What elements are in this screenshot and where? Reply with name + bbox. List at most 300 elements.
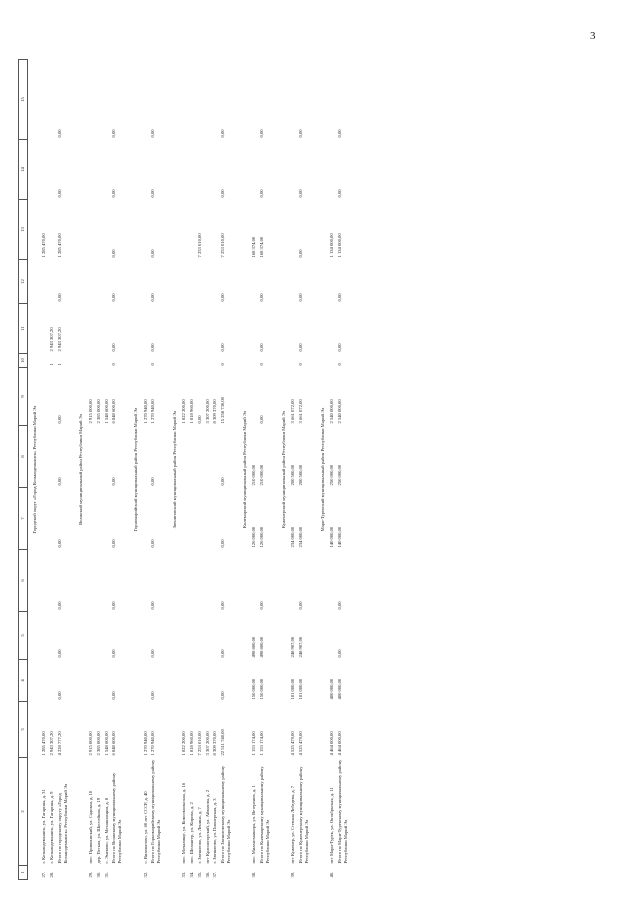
cell-c13: 168 374,00: [259, 236, 265, 258]
cell-c4: 181 000,00: [290, 678, 296, 700]
cell-c14: [103, 140, 111, 200]
cell-c12: [40, 260, 48, 304]
cell-c4: [48, 660, 56, 702]
cell-c7: [211, 488, 219, 550]
cell-c1: [336, 866, 354, 880]
cell-c5: [196, 612, 204, 660]
column-header-3: 3: [19, 702, 28, 758]
cell-c3: 4 525 479,00: [298, 731, 304, 756]
cell-c15: 0,00: [150, 129, 156, 138]
cell-c13: [103, 200, 111, 260]
cell-c9: 0,00: [259, 415, 265, 424]
cell-c3: 22 511 740,00: [220, 729, 226, 756]
cell-c6: [250, 550, 258, 612]
table-row: [211, 60, 219, 880]
cell-c13: 168 374,00: [251, 236, 257, 258]
cell-c8: [211, 426, 219, 488]
cell-c15: [289, 60, 297, 140]
cell-c14: [250, 140, 258, 200]
cell-c3: 4 464 000,00: [329, 731, 335, 756]
cell-c2: г. Звенигово, ул. Ленина, д. 7: [196, 807, 202, 864]
cell-c11: [328, 304, 336, 354]
section-title: Волжский муниципальный район Республики Марий Эл: [78, 414, 84, 525]
cell-c11: [180, 304, 188, 354]
cell-c3: 1 270 940,00: [142, 731, 148, 756]
cell-c5: 0,00: [336, 649, 342, 658]
cell-c2: с. Эмеково, ул. Механизации, д. 8: [103, 797, 109, 864]
cell-c15: [142, 60, 150, 140]
cell-c2: дер. Петьял, ул. Шоссейная, д. 19: [95, 797, 101, 864]
cell-c13: [87, 200, 95, 260]
cell-c7: [103, 488, 111, 550]
cell-c14: [196, 140, 204, 200]
cell-c1: [56, 866, 74, 880]
section-title-row: [316, 60, 329, 880]
table-row: [188, 60, 196, 880]
cell-c8: [87, 426, 95, 488]
cell-c12: [180, 260, 188, 304]
column-header-14: 14: [19, 140, 28, 200]
cell-c8: 0,00: [56, 477, 62, 486]
table-row: [250, 60, 258, 880]
cell-c5: 248 907,00: [290, 636, 296, 658]
cell-c3: 1 153 174,00: [251, 731, 257, 756]
cell-c3: 4 525 479,00: [290, 731, 296, 756]
cell-c9: 0,00: [196, 415, 202, 424]
cell-c5: 0,00: [111, 649, 117, 658]
cell-c10: [204, 354, 212, 368]
cell-c15: [180, 60, 188, 140]
cell-c8: [103, 426, 111, 488]
cell-c12: [48, 260, 56, 304]
cell-c13: 1 285 470,00: [56, 233, 62, 258]
cell-c12: [103, 260, 111, 304]
cell-c10: 0: [336, 363, 342, 366]
cell-c6: [103, 550, 111, 612]
cell-c15: 0,00: [111, 129, 117, 138]
cell-c12: 0,00: [150, 293, 156, 302]
cell-c10: 0: [111, 363, 117, 366]
cell-c10: 0: [298, 363, 304, 366]
cell-c15: [328, 60, 336, 140]
cell-c8: [48, 426, 56, 488]
cell-c1: 33.: [181, 871, 187, 878]
total-row: [219, 60, 237, 880]
cell-c14: 0,00: [259, 189, 265, 198]
table-row: [40, 60, 48, 880]
cell-c9: 2 540 000,00: [329, 399, 335, 424]
section-title: Куженерский муниципальный район Республики Марий Эл: [280, 411, 286, 528]
cell-c11: 0,00: [259, 343, 265, 352]
column-header-11: 11: [19, 304, 28, 354]
cell-c13: [289, 200, 297, 260]
cell-c13: 7 253 010,00: [220, 233, 226, 258]
cell-c5: 0,00: [56, 649, 62, 658]
cell-c6: 0,00: [56, 601, 62, 610]
cell-c5: [328, 612, 336, 660]
cell-c4: [211, 660, 219, 702]
cell-c2: пос. Приволжский, ул. Садовая, д. 10: [88, 790, 94, 864]
cell-c12: [204, 260, 212, 304]
column-header-5: 5: [19, 612, 28, 660]
cell-c3: 1 818 960,00: [189, 731, 195, 756]
cell-c7: [196, 488, 204, 550]
section-title-row: [277, 60, 290, 880]
cell-c10: 0: [220, 363, 226, 366]
cell-c15: [204, 60, 212, 140]
cell-c15: [95, 60, 103, 140]
cell-c10: [142, 354, 150, 368]
column-header-13: 13: [19, 200, 28, 260]
section-title-row: [238, 60, 251, 880]
cell-c6: [40, 550, 48, 612]
cell-c14: [211, 140, 219, 200]
cell-c4: [142, 660, 150, 702]
cell-c5: [87, 612, 95, 660]
column-header-2: 2: [19, 758, 28, 866]
cell-c4: 150 000,00: [259, 678, 265, 700]
cell-c11: [95, 304, 103, 354]
cell-c1: [297, 866, 315, 880]
cell-c15: 0,00: [220, 129, 226, 138]
cell-c10: [95, 354, 103, 368]
cell-c1: 38.: [251, 871, 257, 878]
cell-c12: 0,00: [259, 293, 265, 302]
cell-c11: [188, 304, 196, 354]
cell-c14: 0,00: [220, 189, 226, 198]
cell-c9: 3 307 200,00: [204, 399, 210, 424]
table-row: [95, 60, 103, 880]
cell-c15: 0,00: [259, 129, 265, 138]
cell-c9: 3 661 072,00: [298, 399, 304, 424]
cell-c12: [87, 260, 95, 304]
cell-c1: [149, 866, 167, 880]
cell-c4: 400 000,00: [329, 678, 335, 700]
cell-c9: [48, 368, 56, 426]
cell-c3: 3 307 200,00: [204, 731, 210, 756]
cell-c8: [196, 426, 204, 488]
total-row: [336, 60, 354, 880]
cell-c7: 126 000,00: [259, 526, 265, 548]
cell-c5: [211, 612, 219, 660]
cell-c1: 36.: [204, 871, 210, 878]
cell-c11: 0,00: [336, 343, 342, 352]
cell-c5: [48, 612, 56, 660]
cell-c5: [40, 612, 48, 660]
cell-c10: [40, 354, 48, 368]
column-header-8: 8: [19, 426, 28, 488]
cell-c2: Итого по Горномарийскому муниципальному району Республики Марий Эл: [150, 759, 162, 864]
cell-c10: 0: [259, 363, 265, 366]
cell-c5: [204, 612, 212, 660]
cell-c7: 140 000,00: [336, 526, 342, 548]
cell-c11: [103, 304, 111, 354]
section-title-row: [74, 60, 87, 880]
cell-c4: [180, 660, 188, 702]
cell-c11: 0,00: [150, 343, 156, 352]
cell-c3: 8 309 370,00: [212, 731, 218, 756]
cell-c8: 200 500,00: [290, 464, 296, 486]
cell-c10: [87, 354, 95, 368]
cell-c10: [180, 354, 188, 368]
cell-c9: 6 848 600,00: [111, 399, 117, 424]
cell-c4: [40, 660, 48, 702]
total-row: [56, 60, 74, 880]
cell-c13: 0,00: [298, 249, 304, 258]
cell-c3: 1 822 200,00: [181, 731, 187, 756]
cell-c1: 32.: [142, 871, 148, 878]
cell-c11: [40, 304, 48, 354]
cell-c6: 0,00: [336, 601, 342, 610]
cell-c14: [40, 140, 48, 200]
column-header-12: 12: [19, 260, 28, 304]
cell-c13: [48, 200, 56, 260]
cell-c13: 1 285 470,00: [41, 233, 47, 258]
cell-c13: [211, 200, 219, 260]
cell-c9: 2 385 000,00: [95, 399, 101, 424]
cell-c1: 34.: [189, 871, 195, 878]
cell-c3: 2 915 000,00: [88, 731, 94, 756]
cell-c5: 248 907,00: [298, 636, 304, 658]
cell-c6: [204, 550, 212, 612]
cell-c8: 250 000,00: [329, 464, 335, 486]
table-row: [48, 60, 56, 880]
cell-c12: [211, 260, 219, 304]
cell-c12: 0,00: [220, 293, 226, 302]
cell-c11: 2 943 307,20: [49, 327, 55, 352]
cell-c8: [40, 426, 48, 488]
table-row: [328, 60, 336, 880]
funding-table: [18, 59, 354, 880]
cell-c12: 0,00: [56, 293, 62, 302]
cell-c3: 4 228 777,20: [56, 731, 62, 756]
cell-c6: 0,00: [298, 601, 304, 610]
column-header-1: 1: [19, 866, 28, 880]
cell-c10: [250, 354, 258, 368]
cell-c10: 1: [49, 363, 55, 366]
column-header-7: 7: [19, 488, 28, 550]
cell-c10: [211, 354, 219, 368]
cell-c14: [142, 140, 150, 200]
cell-c4: 0,00: [111, 691, 117, 700]
cell-c5: 498 800,00: [251, 636, 257, 658]
cell-c3: 2 385 000,00: [95, 731, 101, 756]
cell-c8: [204, 426, 212, 488]
cell-c8: 210 000,00: [259, 464, 265, 486]
cell-c2: Итого по Мари-Турекскому муниципальному району Республики Марий Эл: [336, 759, 348, 864]
cell-c14: 0,00: [56, 189, 62, 198]
cell-c9: 1 270 940,00: [142, 399, 148, 424]
cell-c13: 0,00: [150, 249, 156, 258]
cell-c10: [328, 354, 336, 368]
cell-c11: 2 943 307,20: [56, 327, 62, 352]
cell-c10: [196, 354, 204, 368]
cell-c6: 0,00: [259, 601, 265, 610]
column-header-6: 6: [19, 550, 28, 612]
cell-c7: 234 000,00: [298, 526, 304, 548]
cell-c1: [110, 866, 128, 880]
cell-c15: [196, 60, 204, 140]
cell-c10: [188, 354, 196, 368]
cell-c9: 3 661 072,00: [290, 399, 296, 424]
cell-c15: 0,00: [336, 129, 342, 138]
cell-c7: 140 000,00: [329, 526, 335, 548]
cell-c13: [180, 200, 188, 260]
column-header-4: 4: [19, 660, 28, 702]
cell-c13: 7 253 010,00: [196, 233, 202, 258]
cell-c1: 31.: [103, 871, 109, 878]
cell-c11: 0,00: [298, 343, 304, 352]
cell-c4: 181 000,00: [298, 678, 304, 700]
section-title-row: [27, 60, 40, 880]
cell-c6: [211, 550, 219, 612]
column-header-10: 10: [19, 354, 28, 368]
cell-c2: Итого по Килемарскому муниципальному району Республики Марий Эл: [259, 766, 270, 864]
cell-c6: [289, 550, 297, 612]
table-row: [180, 60, 188, 880]
cell-c14: 0,00: [298, 189, 304, 198]
cell-c2: пос. Милантмашора, ул. Ветеранов, д. 1: [251, 785, 257, 864]
cell-c14: [188, 140, 196, 200]
cell-c11: [211, 304, 219, 354]
cell-c7: [204, 488, 212, 550]
cell-c9: 8 309 370,00: [212, 399, 218, 424]
cell-c14: 0,00: [150, 189, 156, 198]
cell-c15: [40, 60, 48, 140]
cell-c2: г. Козьмодемьянск, ул. Гагарина, д. 31: [41, 789, 47, 864]
table-row: [142, 60, 150, 880]
section-title: Горномарийский муниципальный район Республики Марий Эл: [132, 407, 138, 532]
cell-c9: 2 915 000,00: [88, 399, 94, 424]
cell-c1: 40.: [329, 871, 335, 878]
cell-c2: пгт Красногорский, ул. Айвазова, д. 2: [204, 789, 210, 864]
cell-c15: 0,00: [56, 129, 62, 138]
cell-c6: [180, 550, 188, 612]
cell-c11: [204, 304, 212, 354]
cell-c4: [95, 660, 103, 702]
cell-c4: [196, 660, 204, 702]
cell-c6: [48, 550, 56, 612]
cell-c7: 0,00: [150, 539, 156, 548]
rotated-table-container: [18, 60, 518, 880]
cell-c7: [188, 488, 196, 550]
table-row: [289, 60, 297, 880]
cell-c7: [95, 488, 103, 550]
cell-c5: 498 800,00: [259, 636, 265, 658]
cell-c4: [188, 660, 196, 702]
cell-c7: 0,00: [220, 539, 226, 548]
cell-c1: [219, 866, 237, 880]
cell-c6: 0,00: [111, 601, 117, 610]
section-title-row: [129, 60, 142, 880]
cell-c15: [211, 60, 219, 140]
cell-c4: 0,00: [220, 691, 226, 700]
cell-c15: [48, 60, 56, 140]
cell-c1: 30.: [95, 871, 101, 878]
cell-c12: 0,00: [336, 293, 342, 302]
cell-c14: [328, 140, 336, 200]
cell-c1: 29.: [88, 871, 94, 878]
cell-c1: [258, 866, 276, 880]
cell-c4: 400 000,00: [336, 678, 342, 700]
total-row: [149, 60, 167, 880]
page-number: 3: [590, 30, 596, 42]
cell-c7: 0,00: [56, 539, 62, 548]
cell-c4: 0,00: [150, 691, 156, 700]
cell-c15: [87, 60, 95, 140]
cell-c8: [180, 426, 188, 488]
table-row: [103, 60, 111, 880]
cell-c14: [289, 140, 297, 200]
cell-c11: [142, 304, 150, 354]
cell-c4: [103, 660, 111, 702]
cell-c8: [142, 426, 150, 488]
cell-c11: [250, 304, 258, 354]
header-row: [19, 60, 28, 880]
cell-c8: 200 500,00: [298, 464, 304, 486]
cell-c14: [87, 140, 95, 200]
cell-c12: [142, 260, 150, 304]
cell-c12: 0,00: [298, 293, 304, 302]
cell-c8: 210 000,00: [251, 464, 257, 486]
cell-c3: 1 548 600,00: [103, 731, 109, 756]
cell-c9: 1 818 960,00: [189, 399, 195, 424]
cell-c2: г. Звенигово, ул. Пионерская, д. 3: [212, 798, 218, 864]
cell-c15: [188, 60, 196, 140]
column-header-15: 15: [19, 60, 28, 140]
cell-c12: 0,00: [111, 293, 117, 302]
cell-c6: [95, 550, 103, 612]
cell-c13: 1 134 000,00: [329, 233, 335, 258]
section-title: Звениговский муниципальный район Республики Марий Эл: [171, 410, 177, 529]
cell-c12: [196, 260, 204, 304]
cell-c8: [188, 426, 196, 488]
cell-c4: 0,00: [56, 691, 62, 700]
cell-c7: 234 000,00: [290, 526, 296, 548]
cell-c1: 28.: [49, 871, 55, 878]
cell-c7: [48, 488, 56, 550]
cell-c9: 1 270 940,00: [150, 399, 156, 424]
cell-c14: 0,00: [111, 189, 117, 198]
cell-c8: 0,00: [220, 477, 226, 486]
cell-c12: [250, 260, 258, 304]
cell-c1: 39.: [290, 871, 296, 878]
cell-c1: 27.: [41, 871, 47, 878]
cell-c8: 0,00: [111, 477, 117, 486]
cell-c14: [180, 140, 188, 200]
cell-c5: 0,00: [150, 649, 156, 658]
cell-c11: 0,00: [111, 343, 117, 352]
cell-c3: 1 285 470,00: [41, 731, 47, 756]
cell-c11: [196, 304, 204, 354]
cell-c6: [142, 550, 150, 612]
cell-c2: Итого по Куженерскому муниципальному району Республики Марий Эл: [298, 766, 309, 864]
section-title: Килемарский муниципальный район Республики Марий Эл: [241, 410, 247, 529]
cell-c6: 0,00: [220, 601, 226, 610]
cell-c5: [103, 612, 111, 660]
cell-c7: [87, 488, 95, 550]
cell-c13: [142, 200, 150, 260]
cell-c6: [328, 550, 336, 612]
cell-c9: 2 540 000,00: [336, 399, 342, 424]
cell-c10: [103, 354, 111, 368]
cell-c5: [95, 612, 103, 660]
table-row: [196, 60, 204, 880]
total-row: [258, 60, 276, 880]
cell-c14: 0,00: [336, 189, 342, 198]
cell-c13: [204, 200, 212, 260]
cell-c14: [95, 140, 103, 200]
